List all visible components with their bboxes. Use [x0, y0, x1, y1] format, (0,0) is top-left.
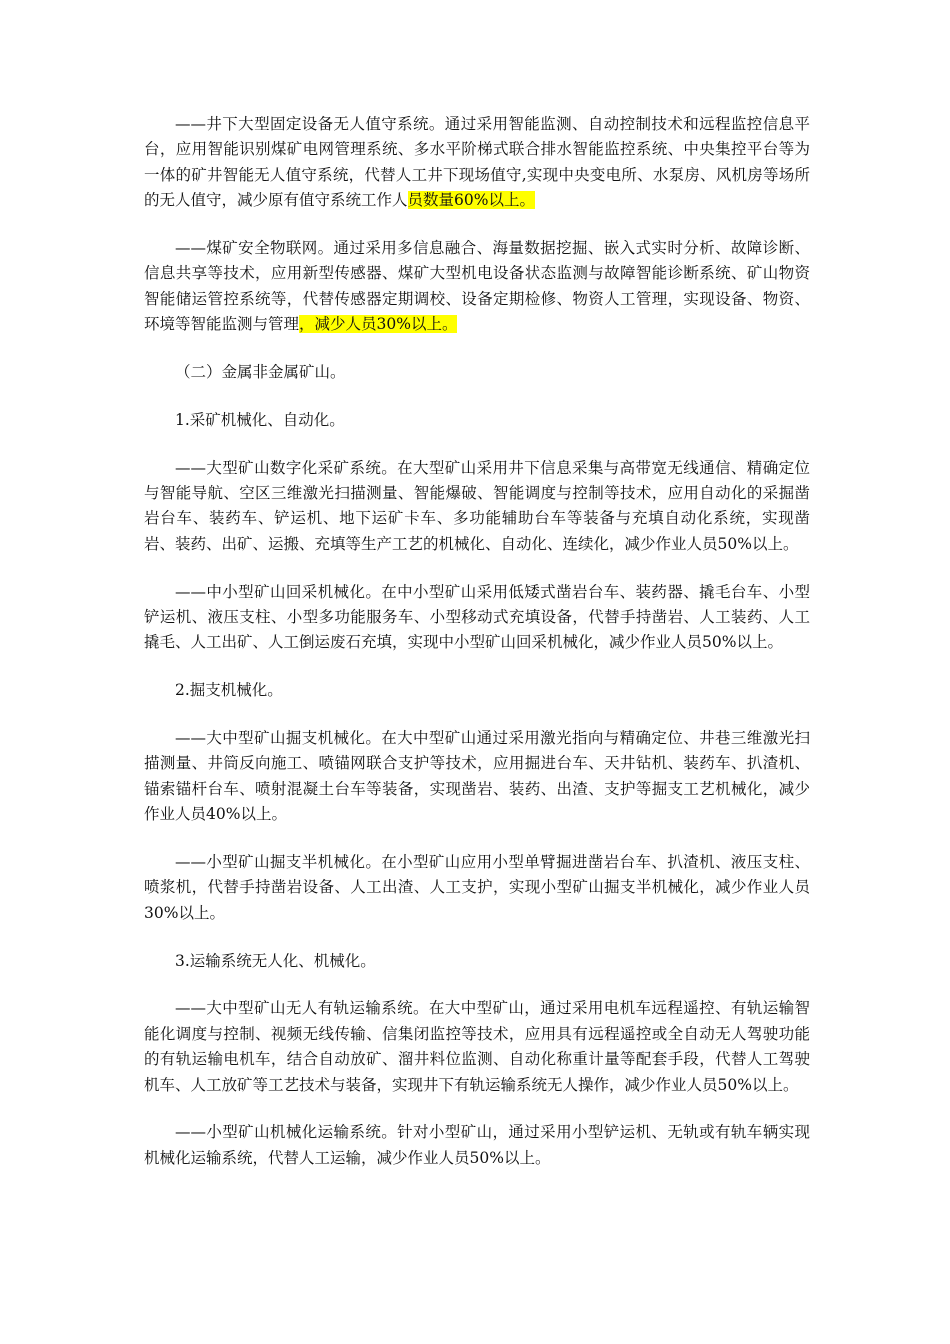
highlighted-text: ，减少人员30%以上。 [299, 315, 458, 334]
paragraph-large-tunneling [144, 726, 810, 828]
heading-text: 2.掘支机械化。 [175, 681, 283, 700]
heading-text: 3.运输系统无人化、机械化。 [175, 951, 376, 970]
paragraph-text: ——小型矿山掘支半机械化。在小型矿山应用小型单臂掘进凿岩台车、扒渣机、液压支柱、喷浆机，代替手持凿岩设备、人工出渣、人工支护，实现小型矿山掘支半机械化，减少作业人员30%以上。 [144, 853, 810, 922]
document-body [144, 112, 810, 1194]
section-heading-metal-mines [144, 360, 810, 385]
paragraph-text: ——大中型矿山掘支机械化。在大中型矿山通过采用激光指向与精确定位、井巷三维激光扫描测量、井筒反向施工、喷锚网联合支护等技术，应用掘进台车、天井钻机、装药车、扒渣机、锚索锚杆台车、喷射混凝土台车等装备，实现凿岩、装药、出渣、支护等掘支工艺机械化，减少作业人员40%以上。 [144, 729, 810, 824]
highlighted-text: 员数量60%以上。 [407, 191, 535, 210]
paragraph-text: ——中小型矿山回采机械化。在中小型矿山采用低矮式凿岩台车、装药器、撬毛台车、小型铲运机、液压支柱、小型多功能服务车、小型移动式充填设备，代替手持凿岩、人工装药、人工撬毛、人工出矿、人工倒运废石充填，实现中小型矿山回采机械化，减少作业人员50%以上。 [144, 582, 810, 652]
paragraph-mine-iot [144, 236, 810, 338]
paragraph-small-transport [144, 1120, 810, 1171]
paragraph-unattended-equipment [144, 112, 810, 214]
subsection-heading-transport [144, 949, 810, 974]
paragraph-text: ——井下大型固定设备无人值守系统。通过采用智能监测、自动控制技术和远程监控信息平台，应用智能识别煤矿电网管理系统、多水平阶梯式联合排水智能监控系统、中央集控平台等为一体的矿井智能无人值守系统，代替人工井下现场值守,实现中央变电所、水泵房、风机房等场所的无人值守，减少原有值守系统工作人 [144, 115, 810, 210]
subsection-heading-mining [144, 408, 810, 433]
subsection-heading-tunneling [144, 678, 810, 703]
paragraph-text: ——小型矿山机械化运输系统。针对小型矿山，通过采用小型铲运机、无轨或有轨车辆实现机械化运输系统，代替人工运输，减少作业人员50%以上。 [144, 1123, 810, 1167]
heading-text: 1.采矿机械化、自动化。 [175, 410, 345, 429]
paragraph-text: ——大型矿山数字化采矿系统。在大型矿山采用井下信息采集与高带宽无线通信、精确定位与智能导航、空区三维激光扫描测量、智能爆破、智能调度与控制等技术，应用自动化的采掘凿岩台车、装药车、铲运机、地下运矿卡车、多功能辅助台车等装备与充填自动化系统，实现凿岩、装药、出矿、运搬、充填等生产工艺的机械化、自动化、连续化，减少作业人员50%以上。 [144, 458, 810, 553]
paragraph-small-tunneling [144, 850, 810, 926]
paragraph-text: ——大中型矿山无人有轨运输系统。在大中型矿山，通过采用电机车远程遥控、有轨运输智能化调度与控制、视频无线传输、信集闭监控等技术，应用具有远程遥控或全自动无人驾驶功能的有轨运输电机车，结合自动放矿、溜井料位监测、自动化称重计量等配套手段，代替人工驾驶机车、人工放矿等工艺技术与装备，实现井下有轨运输系统无人操作，减少作业人员50%以上。 [144, 999, 810, 1094]
paragraph-small-mine-stoping [144, 580, 810, 656]
heading-text: （二）金属非金属矿山。 [175, 363, 346, 382]
paragraph-text: ——煤矿安全物联网。通过采用多信息融合、海量数据挖掘、嵌入式实时分析、故障诊断、信息共享等技术，应用新型传感器、煤矿大型机电设备状态监测与故障智能诊断系统、矿山物资智能储运管控系统等，代替传感器定期调校、设备定期检修、物资人工管理，实现设备、物资、环境等智能监测与管理 [144, 239, 810, 334]
paragraph-rail-transport [144, 996, 810, 1098]
paragraph-digital-mining [144, 456, 810, 558]
